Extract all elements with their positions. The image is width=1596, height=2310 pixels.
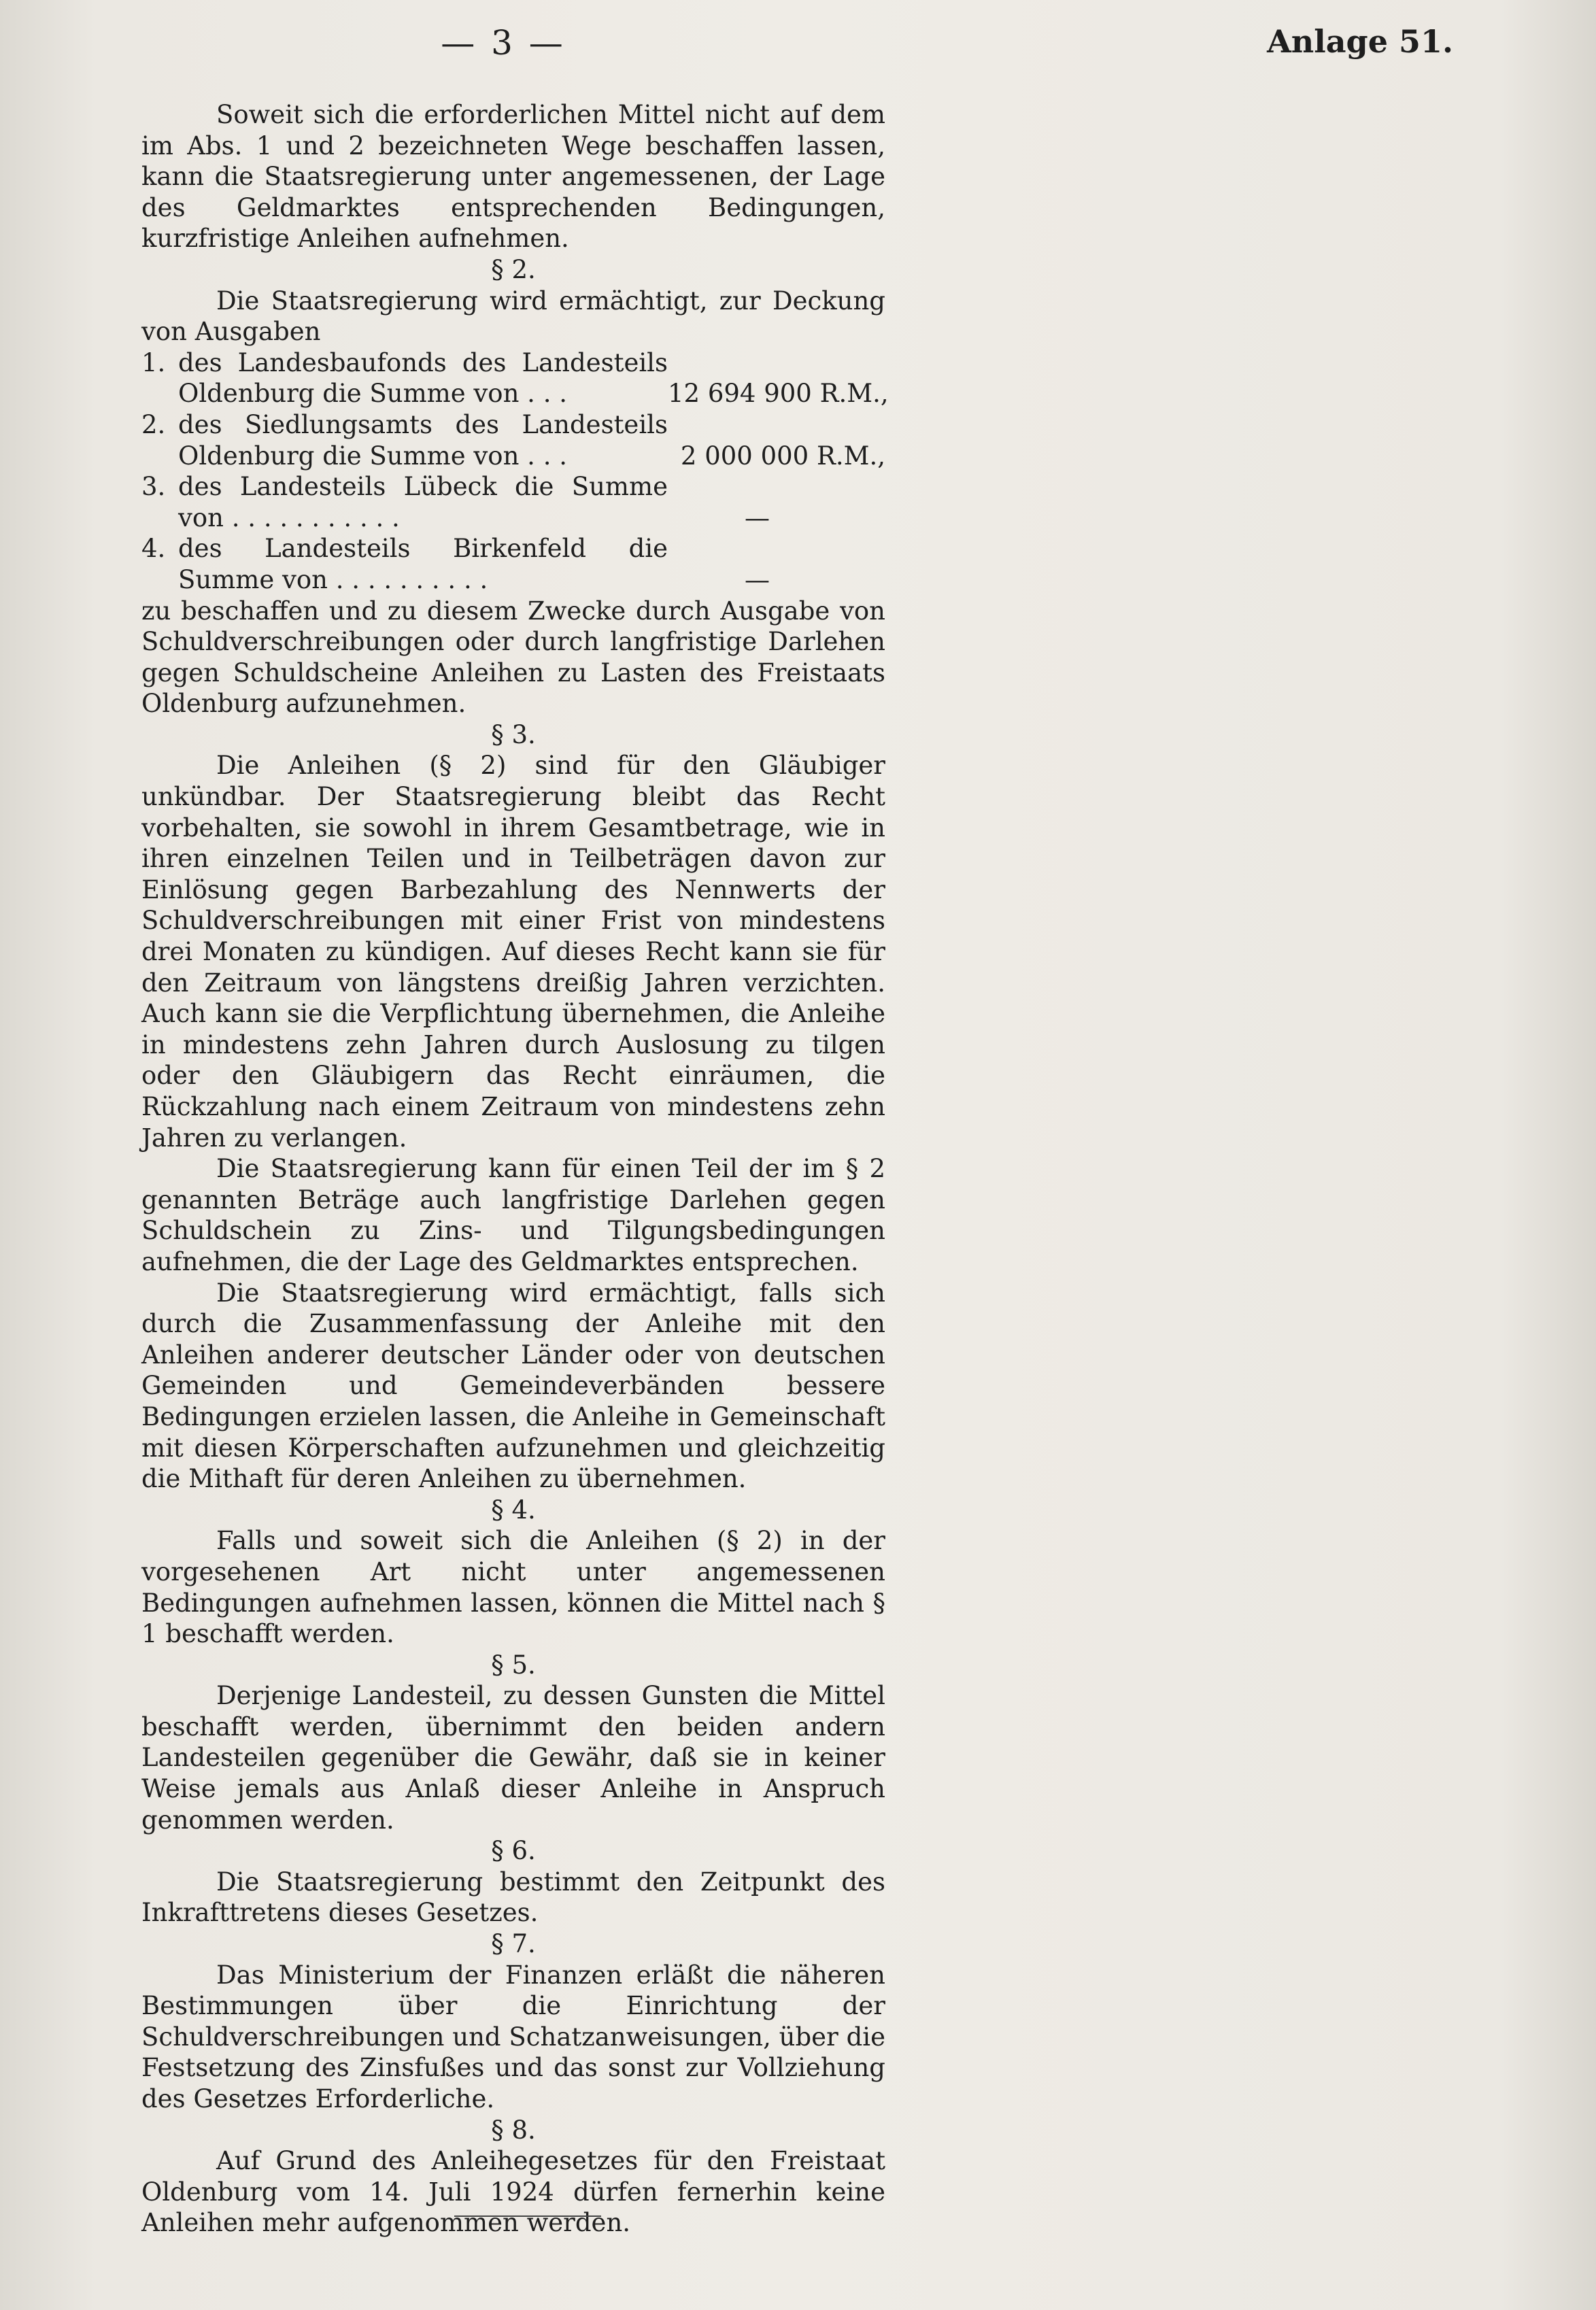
list-item-text: des Landesteils Birkenfeld die Summe von . . . . . . . . . .: [178, 534, 668, 594]
list-item-text: des Landesbaufonds des Landesteils Oldenburg die Summe von . . .: [178, 347, 668, 409]
list-item-amount: 12 694 900 R.M.,: [668, 379, 889, 409]
section-3-paragraph: Die Anleihen (§ 2) sind für den Gläubiger unkündbar. Der Staatsregierung bleibt das Recht vorbehalten, sie sowohl in ihrem Gesamtbetrage, wie in ihren einzelnen Teilen und in Teilbeträgen davon zur Einlösung gegen Barbezahlung des Nennwerts der Schuldverschreibungen mit einer Frist von mindestens drei Monaten zu kündigen. Auf dieses Recht kann sie für den Zeitraum von längstens dreißig Jahren verzichten. Auch kann sie die Verpflichtung übernehmen, die Anleihe in mindestens zehn Jahren durch Auslosung zu tilgen oder den Gläubigern das Recht einräumen, die Rückzahlung nach einem Zeitraum von mindestens zehn Jahren zu verlangen.: [141, 751, 885, 1153]
text-column: [141, 99, 889, 2239]
list-item-number: 2.: [141, 409, 166, 439]
section-2-closing: zu beschaffen und zu diesem Zwecke durch Ausgabe von Schuldverschreibungen oder durch langfristige Darlehen gegen Schuldscheine Anleihen zu Lasten des Freistaats Oldenburg aufzunehmen.: [141, 596, 885, 719]
section-4-text: Falls und soweit sich die Anleihen (§ 2) in der vorgesehenen Art nicht unter angemessenen Bedingungen aufnehmen lassen, können die Mittel nach § 1 beschafft werden.: [141, 1526, 885, 1649]
annex-label: Anlage 51.: [1267, 23, 1453, 60]
section-7-text: Das Ministerium der Finanzen erläßt die näheren Bestimmungen über die Einrichtung der Schuldverschreibungen und Schatzanweisungen, über die Festsetzung des Zinsfußes und das sonst zur Vollziehung des Gesetzes Erforderliche.: [141, 1960, 885, 2113]
section-3-paragraph: Die Staatsregierung wird ermächtigt, falls sich durch die Zusammenfassung der Anleihe mit den Anleihen anderer deutscher Länder oder von deutschen Gemeinden und Gemeindeverbänden bessere Bedingungen erzielen lassen, die Anleihe in Gemeinschaft mit diesen Körperschaften aufzunehmen und gleichzeitig die Mithaft für deren Anleihen zu übernehmen.: [141, 1278, 885, 1494]
list-item-1: [141, 347, 889, 409]
list-item-amount: —: [745, 564, 770, 594]
section-heading-6: § 6.: [491, 1836, 536, 1866]
section-3-paragraph: Die Staatsregierung kann für einen Teil der im § 2 genannten Beträge auch langfristige Darlehen gegen Schuldschein zu Zins- und Tilgungsbedingungen aufnehmen, die der Lage des Geldmarktes entsprechen.: [141, 1154, 885, 1276]
list-item-2: [141, 409, 885, 471]
section-heading-4: § 4.: [491, 1495, 536, 1525]
page-number: — 3 —: [441, 23, 566, 63]
list-item-number: 1.: [141, 347, 166, 377]
section-2-intro: Die Staatsregierung wird ermächtigt, zur Deckung von Ausgaben: [141, 286, 885, 347]
list-item-text: des Siedlungsamts des Landesteils Oldenburg die Summe von . . .: [178, 409, 668, 471]
section-5-text: Derjenige Landesteil, zu dessen Gunsten die Mittel beschafft werden, übernimmt den beiden andern Landesteilen gegenüber die Gewähr, daß sie in keiner Weise jemals aus Anlaß dieser Anleihe in Anspruch genommen werden.: [141, 1681, 885, 1835]
list-item-amount: —: [745, 503, 770, 532]
section-6-text: Die Staatsregierung bestimmt den Zeitpunkt des Inkrafttretens dieses Gesetzes.: [141, 1867, 885, 1928]
list-item-number: 3.: [141, 472, 166, 502]
list-item-text: des Landesteils Lübeck die Summe von . . . . . . . . . . .: [178, 472, 668, 532]
section-heading-7: § 7.: [491, 1929, 536, 1959]
section-8-text: Auf Grund des Anleihegesetzes für den Freistaat Oldenburg vom 14. Juli 1924 dürfen fernerhin keine Anleihen mehr aufgenommen werden.: [141, 2146, 885, 2238]
closing-rule: [454, 2215, 601, 2217]
list-item-3: [141, 471, 885, 533]
section-heading-8: § 8.: [491, 2115, 536, 2145]
section-heading-5: § 5.: [491, 1650, 536, 1680]
list-item-amount: 2 000 000 R.M.,: [680, 441, 885, 471]
section-heading-2: § 2.: [491, 254, 536, 284]
amount-list: [141, 347, 889, 596]
section-heading-3: § 3.: [491, 719, 536, 749]
list-item-4: [141, 533, 885, 595]
list-item-number: 4.: [141, 534, 166, 564]
intro-paragraph: Soweit sich die erforderlichen Mittel nicht auf dem im Abs. 1 und 2 bezeichneten Wege beschaffen lassen, kann die Staatsregierung unter angemessenen, der Lage des Geldmarktes entsprechenden Bedingungen, kurzfristige Anleihen aufnehmen.: [141, 100, 885, 254]
